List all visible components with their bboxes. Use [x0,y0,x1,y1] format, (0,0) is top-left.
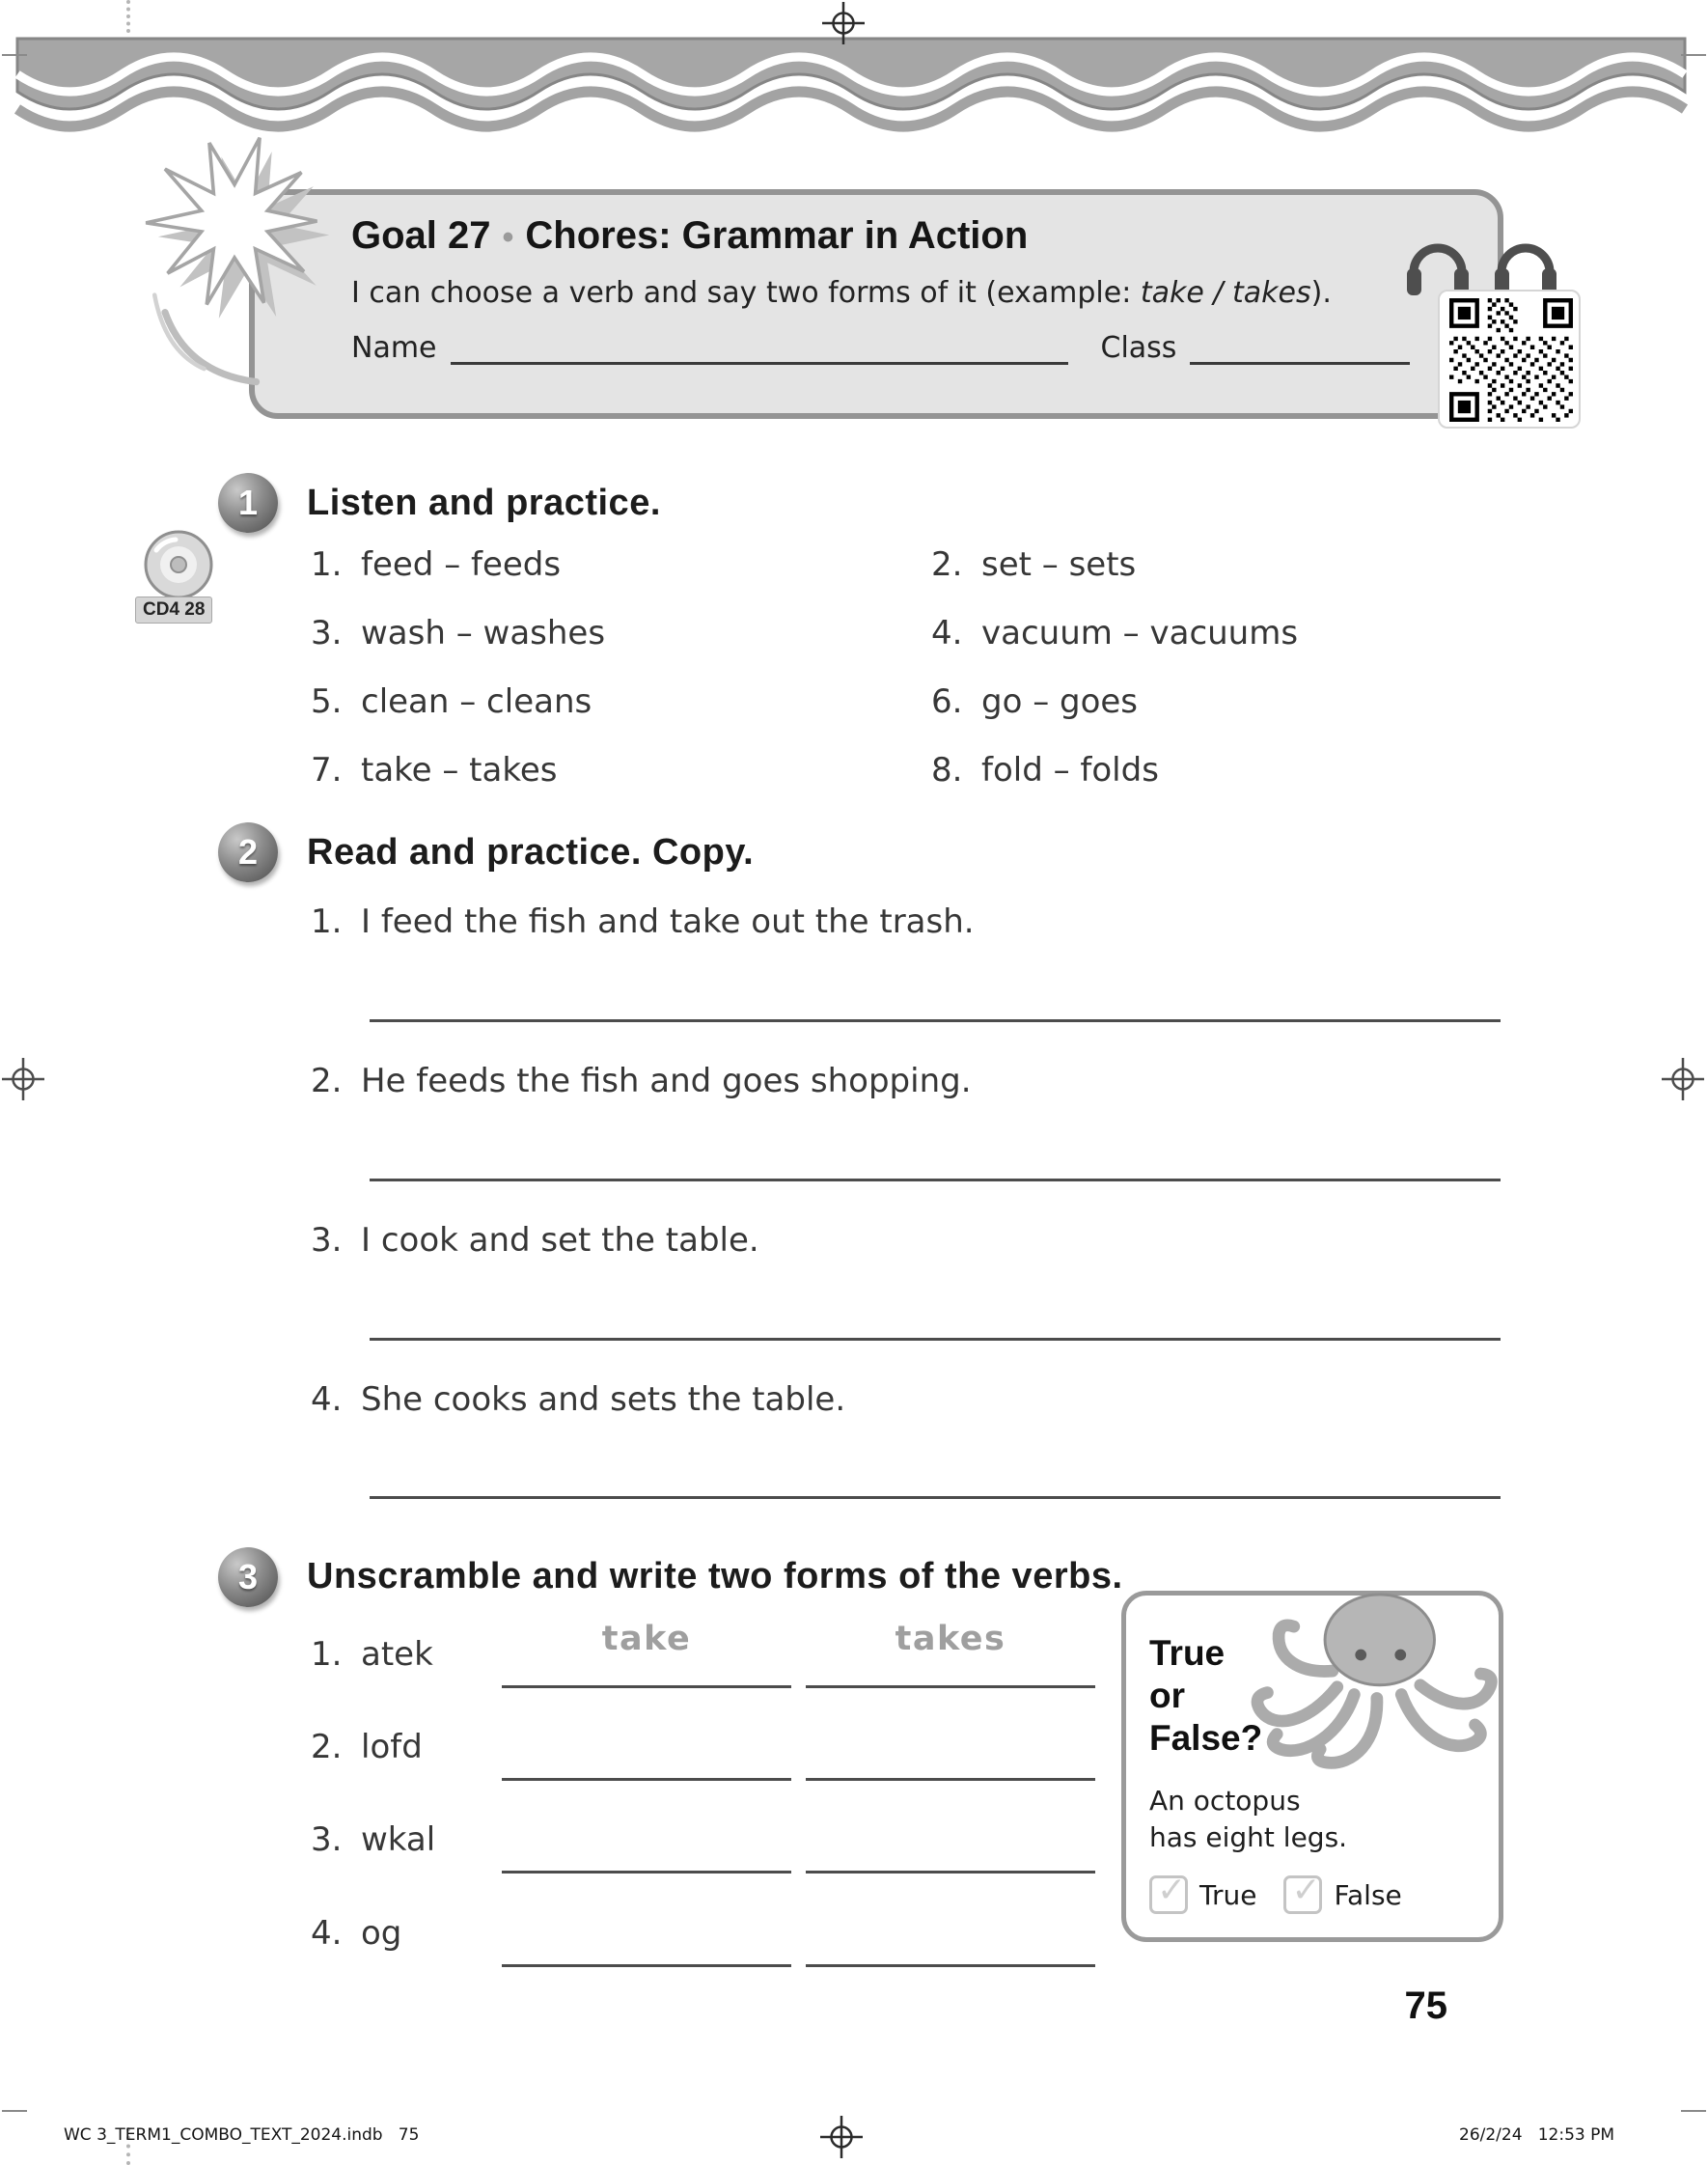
qr-code [1438,290,1581,429]
scrambled-word: atek [361,1635,433,1674]
unscramble-line-3a[interactable] [502,1871,791,1874]
sentence-text: I cook and set the table. [361,1221,759,1260]
goal-separator-icon: • [502,219,514,256]
item-number: 2. [311,1728,343,1766]
copy-line-4[interactable] [370,1496,1501,1499]
check-icon: ✓ [1157,1871,1187,1910]
copy-line-2[interactable] [370,1179,1501,1181]
title-line: True [1149,1633,1226,1673]
trim-tick [1681,2110,1706,2112]
section-2-badge: 2 [218,822,278,882]
unscramble-line-1a[interactable] [502,1685,791,1688]
item-number: 8. [931,751,963,790]
statement-line: An octopus [1149,1785,1301,1817]
statement-line: has eight legs. [1149,1821,1348,1853]
true-checkbox[interactable] [1149,1871,1188,1914]
goal-header-box [249,189,1503,419]
name-label: Name [351,331,437,365]
handwritten-answer: takes [895,1620,1006,1658]
item-number: 4. [311,1914,343,1953]
unscramble-line-2a[interactable] [502,1778,791,1781]
unscramble-line-2b[interactable] [806,1778,1095,1781]
item-text: go – goes [981,682,1139,721]
starburst-icon [104,108,365,388]
list-item [931,751,1159,790]
item-number: 4. [931,614,963,652]
scrambled-word: wkal [361,1820,436,1859]
section-3-title: Unscramble and write two forms of the verbs. [307,1556,1123,1596]
section-3-badge: 3 [218,1547,278,1607]
item-number: 1. [311,1635,343,1674]
check-icon: ✓ [1291,1871,1321,1910]
cd-track-label: CD4 28 [135,597,212,624]
registration-mark-icon [820,2116,863,2158]
cd-icon [143,529,214,600]
list-item [931,614,1298,652]
trim-tick [2,2110,27,2112]
goal-label: Goal 27 [351,214,491,257]
false-option-label: False [1334,1878,1402,1911]
copy-line-1[interactable] [370,1019,1501,1022]
subtitle-example: take / takes [1140,276,1311,310]
section-1-badge: 1 [218,473,278,533]
subtitle-prefix: I can choose a verb and say two forms of it (example: [351,276,1141,310]
unscramble-item [311,1728,423,1766]
copy-line-3[interactable] [370,1338,1501,1341]
item-text: clean – cleans [361,682,592,721]
trim-dotted-line-top [126,0,130,33]
list-item [311,751,557,790]
item-number: 4. [311,1380,343,1419]
true-option-label: True [1199,1878,1257,1911]
unscramble-item [311,1635,433,1674]
sentence-item [311,1062,972,1100]
true-false-options [1149,1871,1429,1914]
page-number: 75 [1404,1985,1447,2027]
list-item [931,545,1136,584]
octopus-illustration [1243,1581,1498,1770]
item-number: 3. [311,614,343,652]
list-item [931,682,1138,721]
section-1-title: Listen and practice. [307,483,661,523]
unscramble-item [311,1820,435,1859]
class-field-line[interactable] [1190,330,1410,365]
trim-tick [1681,54,1706,56]
item-text: feed – feeds [361,545,562,584]
scrambled-word: og [361,1914,402,1953]
sentence-item [311,1380,845,1419]
unscramble-line-4b[interactable] [806,1964,1095,1967]
trim-tick [2,54,27,56]
unscramble-line-4a[interactable] [502,1964,791,1967]
unscramble-line-1b[interactable] [806,1685,1095,1688]
list-item [311,614,605,652]
goal-subtitle [351,276,1332,310]
item-number: 1. [311,545,343,584]
title-line: or [1149,1676,1185,1715]
true-false-statement [1149,1783,1347,1856]
item-text: wash – washes [361,614,606,652]
false-checkbox[interactable] [1283,1871,1322,1914]
class-label: Class [1100,331,1177,365]
registration-mark-icon [822,2,865,44]
registration-mark-icon [1662,1058,1704,1100]
sentence-text: She cooks and sets the table. [361,1380,846,1419]
item-text: vacuum – vacuums [981,614,1299,652]
item-text: fold – folds [981,751,1159,790]
item-number: 6. [931,682,963,721]
sentence-text: He feeds the fish and goes shopping. [361,1062,972,1100]
item-number: 3. [311,1221,343,1260]
sentence-text: I feed the fish and take out the trash. [361,902,975,941]
sentence-item [311,1221,759,1260]
list-item [311,545,561,584]
goal-title-text: Chores: Grammar in Action [525,214,1029,257]
subtitle-suffix: ). [1310,276,1332,310]
list-item [311,682,592,721]
footer-timestamp: 26/2/24 12:53 PM [1459,2125,1615,2145]
name-field-line[interactable] [451,330,1068,365]
item-number: 5. [311,682,343,721]
item-text: take – takes [361,751,558,790]
item-text: set – sets [981,545,1137,584]
item-number: 7. [311,751,343,790]
section-2-title: Read and practice. Copy. [307,832,755,873]
item-number: 2. [931,545,963,584]
title-line: False? [1149,1718,1263,1758]
item-number: 1. [311,902,343,941]
registration-mark-icon [2,1058,44,1100]
scrambled-word: lofd [361,1728,423,1766]
goal-title [351,214,1028,258]
item-number: 2. [311,1062,343,1100]
item-number: 3. [311,1820,343,1859]
sentence-item [311,902,975,941]
footer-filename: WC 3_TERM1_COMBO_TEXT_2024.indb 75 [64,2125,420,2145]
name-class-row [351,330,1410,365]
unscramble-item [311,1914,401,1953]
handwritten-answer: take [601,1620,692,1658]
unscramble-line-3b[interactable] [806,1871,1095,1874]
